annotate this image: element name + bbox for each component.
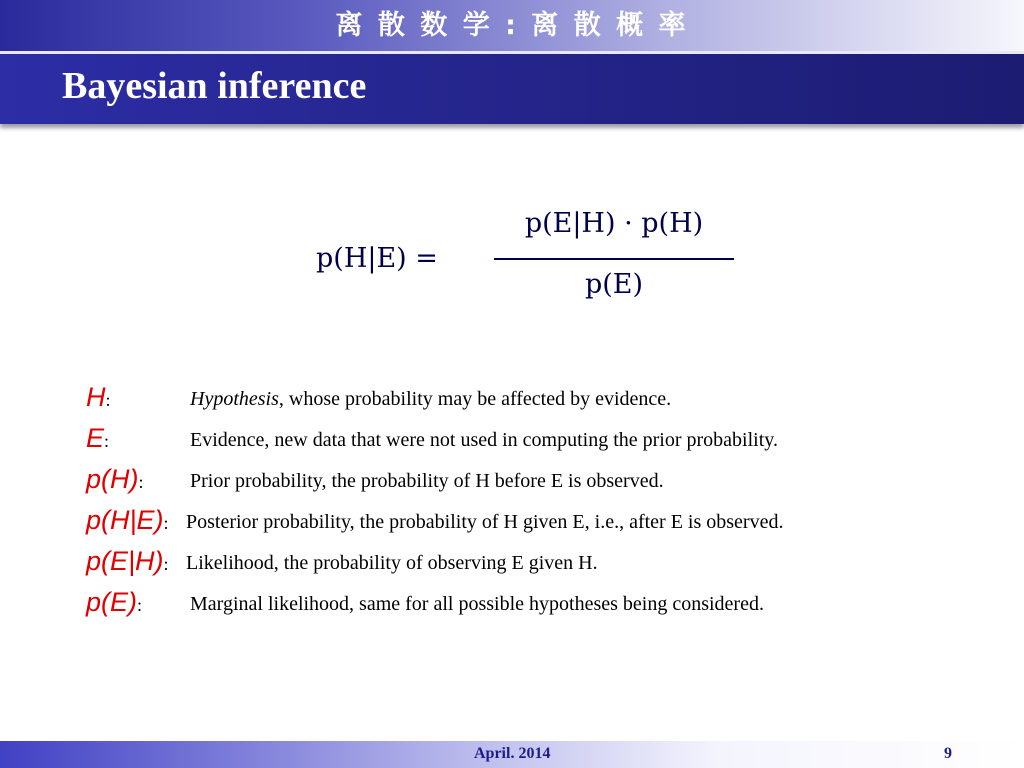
footer-date: April. 2014 bbox=[474, 745, 551, 762]
term-symbol: E bbox=[86, 423, 105, 453]
definition-row-likelihood bbox=[86, 540, 986, 581]
definition-term bbox=[86, 587, 142, 618]
definition-row-marginal bbox=[86, 581, 986, 622]
page-number: 9 bbox=[944, 745, 952, 762]
definition-term bbox=[86, 382, 111, 413]
definition-term bbox=[86, 423, 109, 454]
definitions-list bbox=[86, 376, 986, 622]
term-colon: : bbox=[104, 431, 110, 451]
bayes-formula bbox=[316, 205, 746, 315]
definition-row-e bbox=[86, 417, 986, 458]
term-colon: : bbox=[137, 595, 143, 615]
definition-term bbox=[86, 505, 169, 536]
definition-row-h bbox=[86, 376, 986, 417]
term-symbol: p(H) bbox=[86, 464, 139, 494]
definition-emphasis: Hypothesis bbox=[190, 388, 279, 410]
definition-text: Posterior probability, the probability of H given E, i.e., after E is observed. bbox=[186, 511, 784, 533]
fraction-bar bbox=[494, 258, 734, 260]
definition-text: Prior probability, the probability of H before E is observed. bbox=[190, 470, 664, 492]
definition-row-posterior bbox=[86, 499, 986, 540]
formula-numerator: p(E|H) · p(H) bbox=[524, 208, 704, 239]
term-symbol: p(H|E) bbox=[86, 505, 164, 535]
course-title: 离 散 数 学 : 离 散 概 率 bbox=[335, 10, 689, 41]
term-colon: : bbox=[138, 472, 144, 492]
definition-text bbox=[190, 388, 671, 411]
slide-title: Bayesian inference bbox=[62, 65, 367, 107]
term-symbol: p(E) bbox=[86, 587, 138, 617]
term-colon: : bbox=[163, 513, 169, 533]
term-colon: : bbox=[163, 554, 169, 574]
term-symbol: p(E|H) bbox=[86, 546, 164, 576]
definition-text: Evidence, new data that were not used in computing the prior probability. bbox=[190, 429, 778, 451]
definition-text: Marginal likelihood, same for all possible hypotheses being considered. bbox=[190, 593, 764, 615]
definition-term bbox=[86, 546, 169, 577]
formula-lhs: p(H|E) = bbox=[316, 243, 438, 274]
definition-row-prior bbox=[86, 458, 986, 499]
definition-rest: , whose probability may be affected by evidence. bbox=[278, 388, 672, 410]
formula-denominator: p(E) bbox=[584, 269, 644, 300]
definition-text: Likelihood, the probability of observing E given H. bbox=[186, 552, 598, 574]
definition-term bbox=[86, 464, 144, 495]
term-colon: : bbox=[105, 390, 111, 410]
term-symbol: H bbox=[86, 382, 106, 412]
